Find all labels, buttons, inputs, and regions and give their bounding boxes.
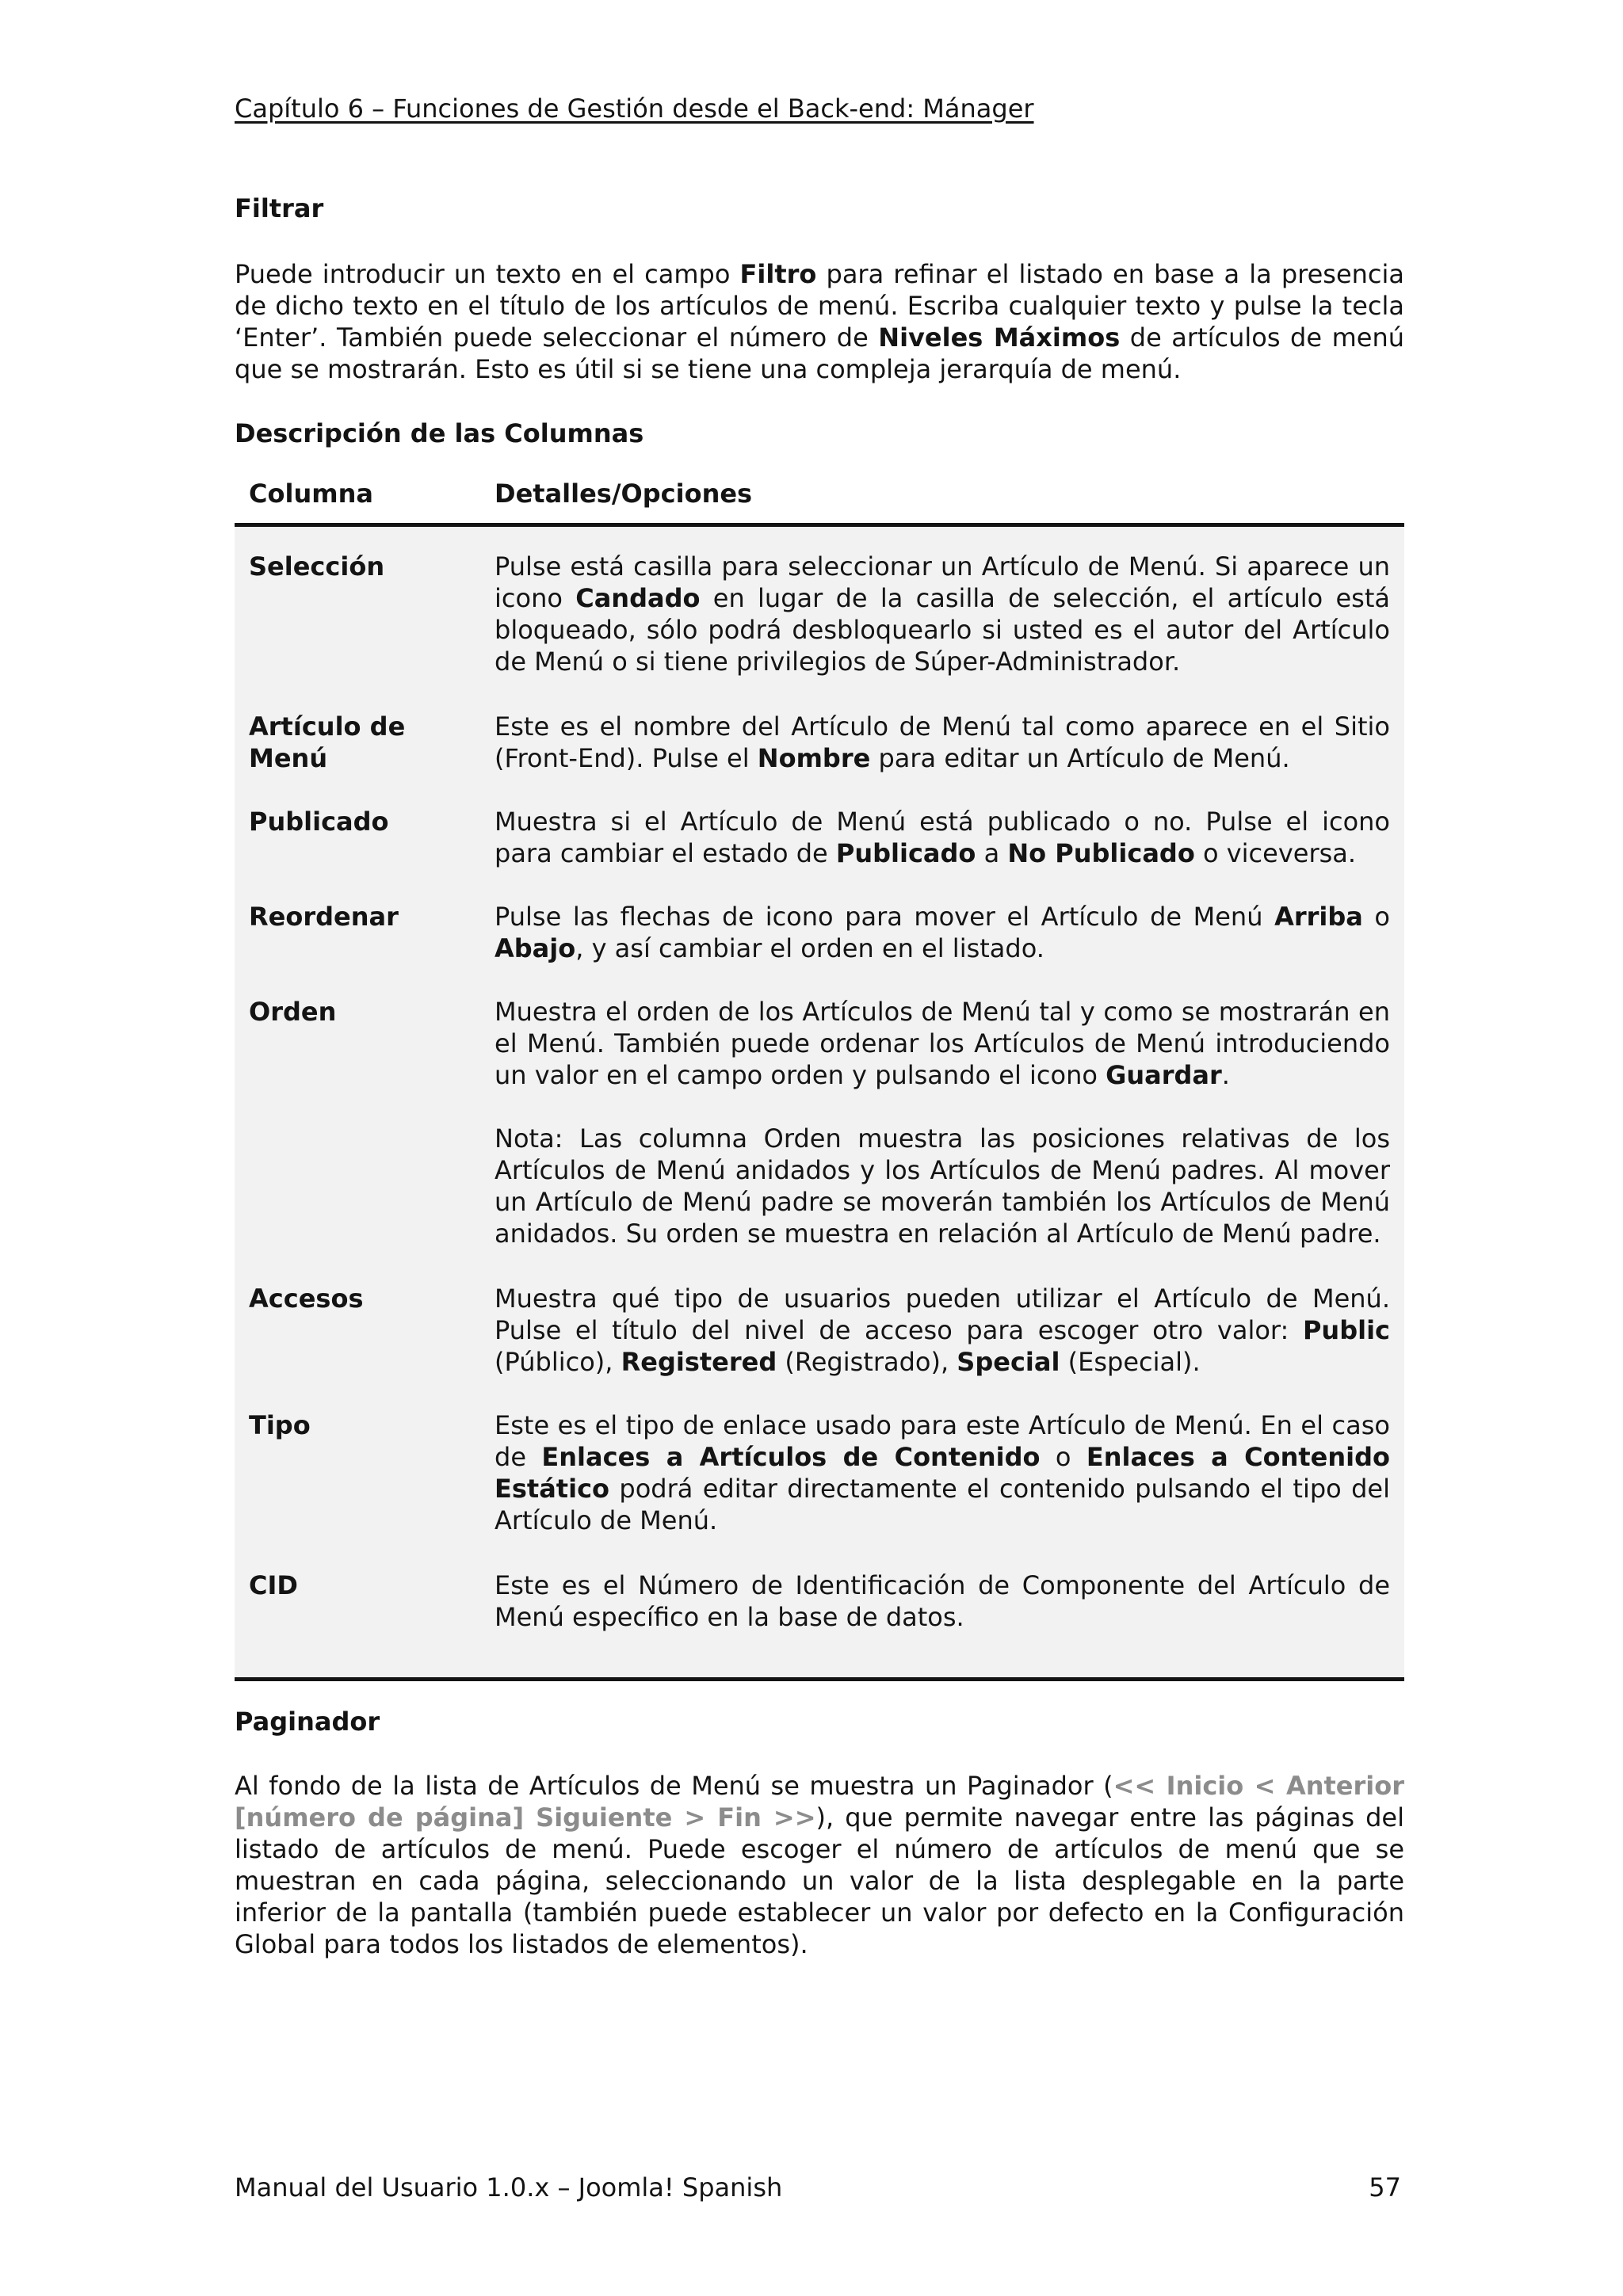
pagination-example: << Inicio < Anterior [número de página] Siguiente > Fin >> — [235, 1771, 1405, 1833]
columns-table — [235, 472, 1404, 1681]
table-body — [235, 527, 1404, 1681]
row-details: Muestra el orden de los Artículos de Menú tal y como se mostrarán en el Menú. También puede ordenar los Artículos de Menú introduciendo un valor en el campo orden y pulsando el icono Guardar. — [495, 997, 1390, 1090]
row-name: Selección — [249, 551, 385, 582]
header-column: Columna — [249, 479, 373, 509]
filtrar-heading: Filtrar — [235, 193, 324, 223]
row-name: Artículo de Menú — [249, 711, 406, 773]
row-note: Nota: Las columna Orden muestra las posiciones relativas de los Artículos de Menú anidados y los Artículos de Menú padres. Al mover un Artículo de Menú padre se moverán también los Artículos de Menú anidados. Su orden se muestra en relación al Artículo de Menú padre. — [495, 1123, 1390, 1249]
row-details: Muestra qué tipo de usuarios pueden utilizar el Artículo de Menú. Pulse el título del nivel de acceso para escoger otro valor: Public (Público), Registered (Registrado), Special (Especial). — [495, 1283, 1390, 1377]
footer-title: Manual del Usuario 1.0.x – Joomla! Spanish — [235, 2172, 783, 2203]
row-name: Orden — [249, 997, 337, 1027]
row-details: Pulse las flechas de icono para mover el Artículo de Menú Arriba o Abajo, y así cambiar el orden en el listado. — [495, 902, 1391, 963]
row-name: CID — [249, 1570, 298, 1600]
paginador-paragraph: Al fondo de la lista de Artículos de Menú se muestra un Paginador (<< Inicio < Anterior [número de página] Siguiente > Fin >>), que permite navegar entre las páginas del listado de artículos de menú. Puede escoger el número de artículos de menú que se muestran en cada página, seleccionando un valor de la lista desplegable en la parte inferior de la pantalla (también puede establecer un valor por defecto en la Configuración Global para todos los listados de elementos). — [235, 1771, 1405, 1959]
row-details: Este es el nombre del Artículo de Menú tal como aparece en el Sitio (Front-End). Pulse el Nombre para editar un Artículo de Menú. — [495, 711, 1390, 773]
filtrar-paragraph: Puede introducir un texto en el campo Filtro para refinar el listado en base a la presencia de dicho texto en el título de los artículos de menú. Escriba cualquier texto y pulse la tecla ‘Enter’. También puede seleccionar el número de Niveles Máximos de artículos de menú que se mostrarán. Esto es útil si se tiene una compleja jerarquía de menú. — [235, 259, 1405, 384]
row-name: Publicado — [249, 807, 389, 837]
row-name: Reordenar — [249, 902, 399, 932]
row-details: Este es el tipo de enlace usado para este Artículo de Menú. En el caso de Enlaces a Artículos de Contenido o Enlaces a Contenido Estático podrá editar directamente el contenido pulsando el tipo del Artículo de Menú. — [495, 1410, 1391, 1535]
table-header — [235, 472, 1404, 527]
row-details: Pulse está casilla para seleccionar un Artículo de Menú. Si aparece un icono Candado en lugar de la casilla de selección, el artículo está bloqueado, sólo podrá desbloquearlo si usted es el autor del Artículo de Menú o si tiene privilegios de Súper-Administrador. — [495, 551, 1390, 677]
row-details: Muestra si el Artículo de Menú está publicado o no. Pulse el icono para cambiar el estado de Publicado a No Publicado o viceversa. — [495, 807, 1390, 868]
page-number: 57 — [1369, 2172, 1401, 2203]
chapter-header: Capítulo 6 – Funciones de Gestión desde el Back-end: Mánager — [235, 93, 1034, 124]
row-details: Este es el Número de Identificación de Componente del Artículo de Menú específico en la base de datos. — [495, 1570, 1390, 1632]
header-details: Detalles/Opciones — [495, 479, 753, 509]
row-name: Tipo — [249, 1410, 311, 1440]
row-name: Accesos — [249, 1283, 364, 1314]
columns-heading: Descripción de las Columnas — [235, 418, 644, 448]
paginador-heading: Paginador — [235, 1707, 380, 1737]
